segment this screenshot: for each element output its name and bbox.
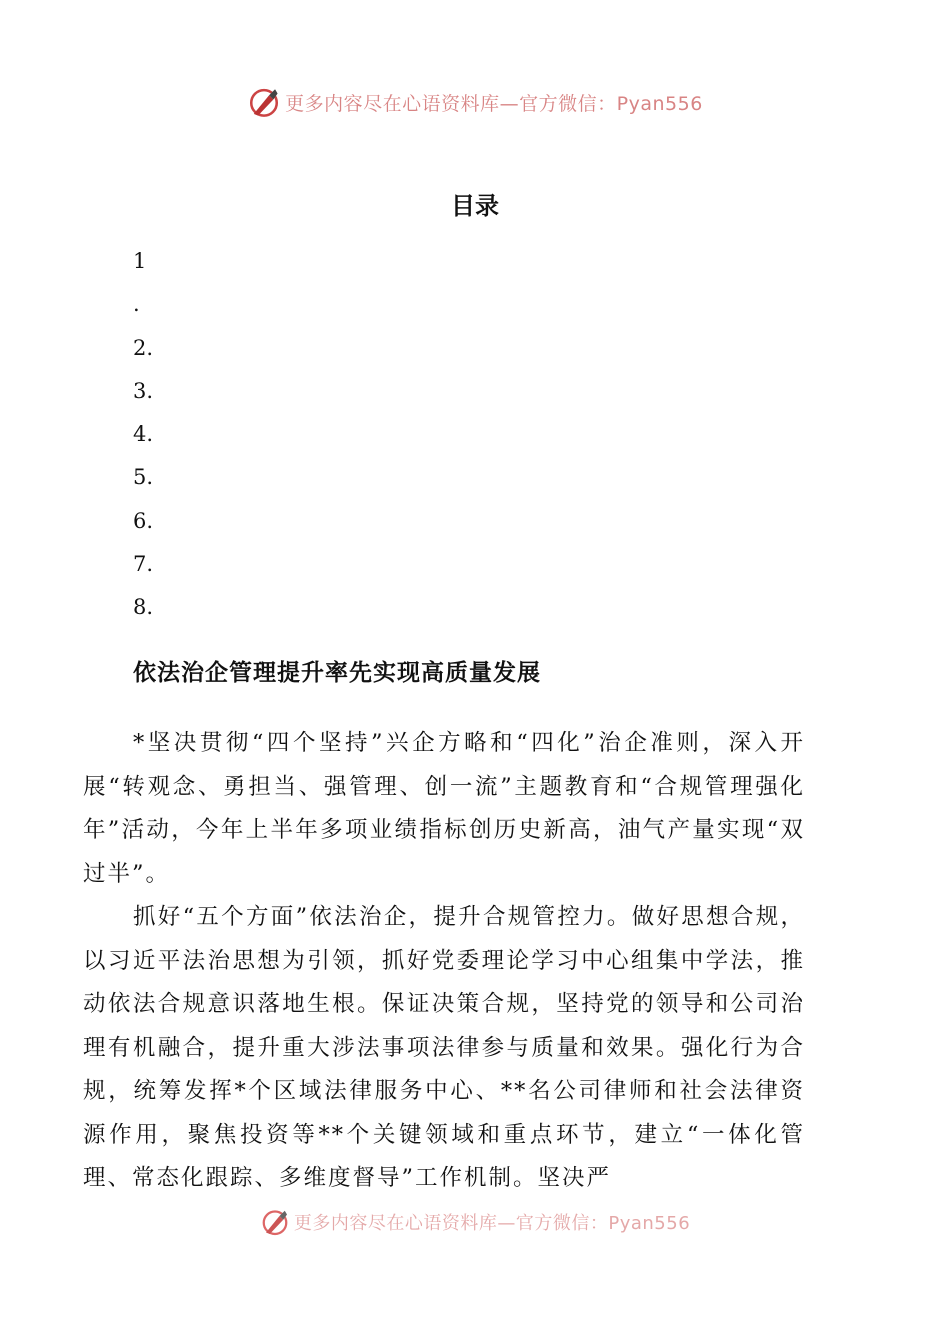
table-of-contents (133, 240, 153, 630)
pen-nib-logo-icon (260, 1208, 290, 1236)
toc-item[interactable]: 6. (133, 508, 154, 533)
toc-item[interactable]: 5. (133, 465, 154, 490)
watermark-text: 更多内容尽在心语资料库—官方微信：Pyan556 (293, 1213, 691, 1234)
toc-item[interactable]: 4. (133, 422, 154, 447)
toc-item[interactable]: 8. (133, 595, 154, 620)
toc-item[interactable]: 2. (133, 335, 154, 360)
watermark-text: 更多内容尽在心语资料库—官方微信：Pyan556 (285, 92, 703, 115)
toc-item[interactable]: 3. (133, 378, 154, 403)
article-heading: 依法治企管理提升率先实现高质量发展 (133, 659, 541, 686)
paragraph: *坚决贯彻“四个坚持”兴企方略和“四化”治企准则，深入开展“转观念、勇担当、强管理、创一流”主题教育和“合规管理强化年”活动，今年上半年多项业绩指标创历史新高，油气产量实现“双过半”。 (83, 730, 805, 887)
paragraph: 抓好“五个方面”依法治企，提升合规管控力。做好思想合规，以习近平法治思想为引领，抓好党委理论学习中心组集中学法，推动依法合规意识落地生根。保证决策合规，坚持党的领导和公司治理有机融合，提升重大涉法事项法律参与质量和效果。强化行为合规，统筹发挥*个区域法律服务中心、**名公司律师和社会法律资源作用，聚焦投资等**个关键领域和重点环节，建立“一体化管理、常态化跟踪、多维度督导”工作机制。坚决严 (83, 904, 805, 1191)
toc-item[interactable]: 1 (133, 249, 147, 273)
pen-nib-logo-icon (247, 85, 281, 119)
toc-item[interactable]: 7. (133, 552, 154, 577)
toc-item[interactable]: . (133, 292, 140, 317)
watermark-footer (0, 1208, 950, 1236)
article-body (83, 722, 805, 1201)
toc-title: 目录 (451, 191, 499, 220)
watermark-header (0, 82, 950, 122)
